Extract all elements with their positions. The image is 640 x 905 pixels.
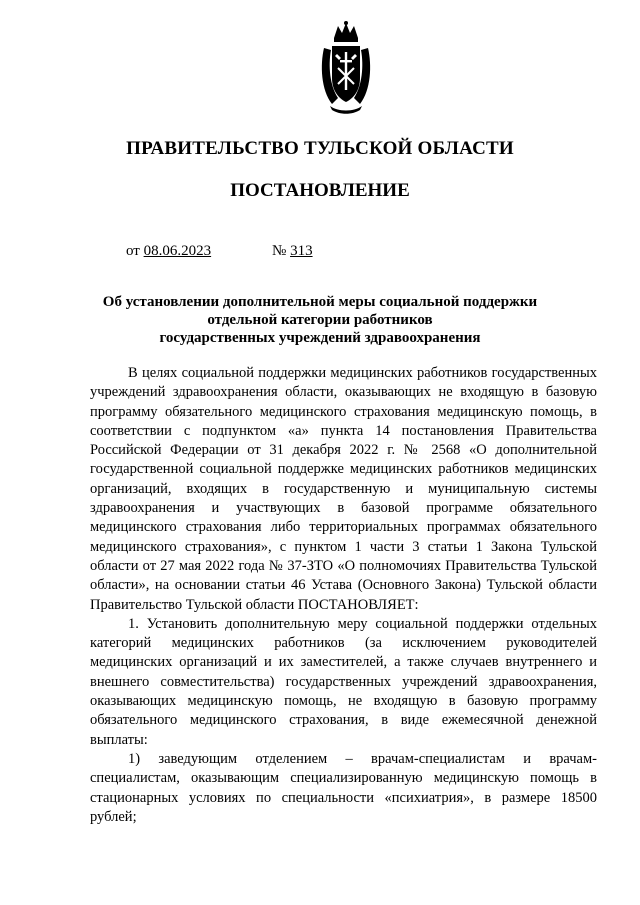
date-value: 08.06.2023 [143, 243, 212, 259]
government-title: ПРАВИТЕЛЬСТВО ТУЛЬСКОЙ ОБЛАСТИ [126, 138, 514, 159]
item-1-paragraph: 1. Установить дополнительную меру социальной поддержки отдельных категорий медицинских работников (за исключением руководителей медицинских организаций и их заместителей, а также случаев внутреннего и внешнего совместительства) государственных учреждений здравоохранения, оказывающих медицинскую помощь, не входящую в базовую программу обязательного медицинского страхования, в виде ежемесячной денежной выплаты: [90, 615, 597, 748]
number-prefix: № [272, 243, 287, 259]
subject-line: государственных учреждений здравоохранения [159, 330, 481, 346]
subject-line: Об установлении дополнительной меры социальной поддержки [102, 294, 538, 310]
number-value: 313 [290, 243, 313, 259]
preamble-paragraph: В целях социальной поддержки медицинских работников государственных учреждений здравоохранения области, оказывающих не входящую в базовую программу обязательного медицинского страхования медицинскую помощь, в соответствии с подпунктом «а» пункта 14 постановления Правительства Российской Федерации от 31 декабря 2022 г. № 2568 «О дополнительной государственной социальной поддержке медицинских работников медицинских организаций, входящих в государственную и муниципальную системы здравоохранения и участвующих в базовой программе обязательного медицинского страхования либо территориальных программах обязательного медицинского страхования», с пунктом 1 части 3 статьи 1 Закона Тульской области от 27 мая 2022 года № 37-ЗТО «О полномочиях Правительства Тульской области», на основании статьи 46 Устава (Основного Закона) Тульской области Правительство Тульской области ПОСТАНОВЛЯЕТ: [90, 365, 597, 613]
subject-line: отдельной категории работников [207, 312, 433, 328]
document-type: ПОСТАНОВЛЕНИЕ [230, 180, 410, 201]
tula-coat-of-arms-icon [318, 20, 374, 116]
document-date [126, 243, 211, 260]
document-subject [90, 293, 550, 347]
document-number [272, 243, 313, 260]
date-prefix: от [126, 243, 140, 259]
document-body [90, 364, 597, 827]
item-1-1-paragraph: 1) заведующим отделением – врачам-специалистам и врачам-специалистам, оказывающим специализированную медицинскую помощь в стационарных условиях по специальности «психиатрия», в размере 18500 рублей; [90, 750, 597, 825]
